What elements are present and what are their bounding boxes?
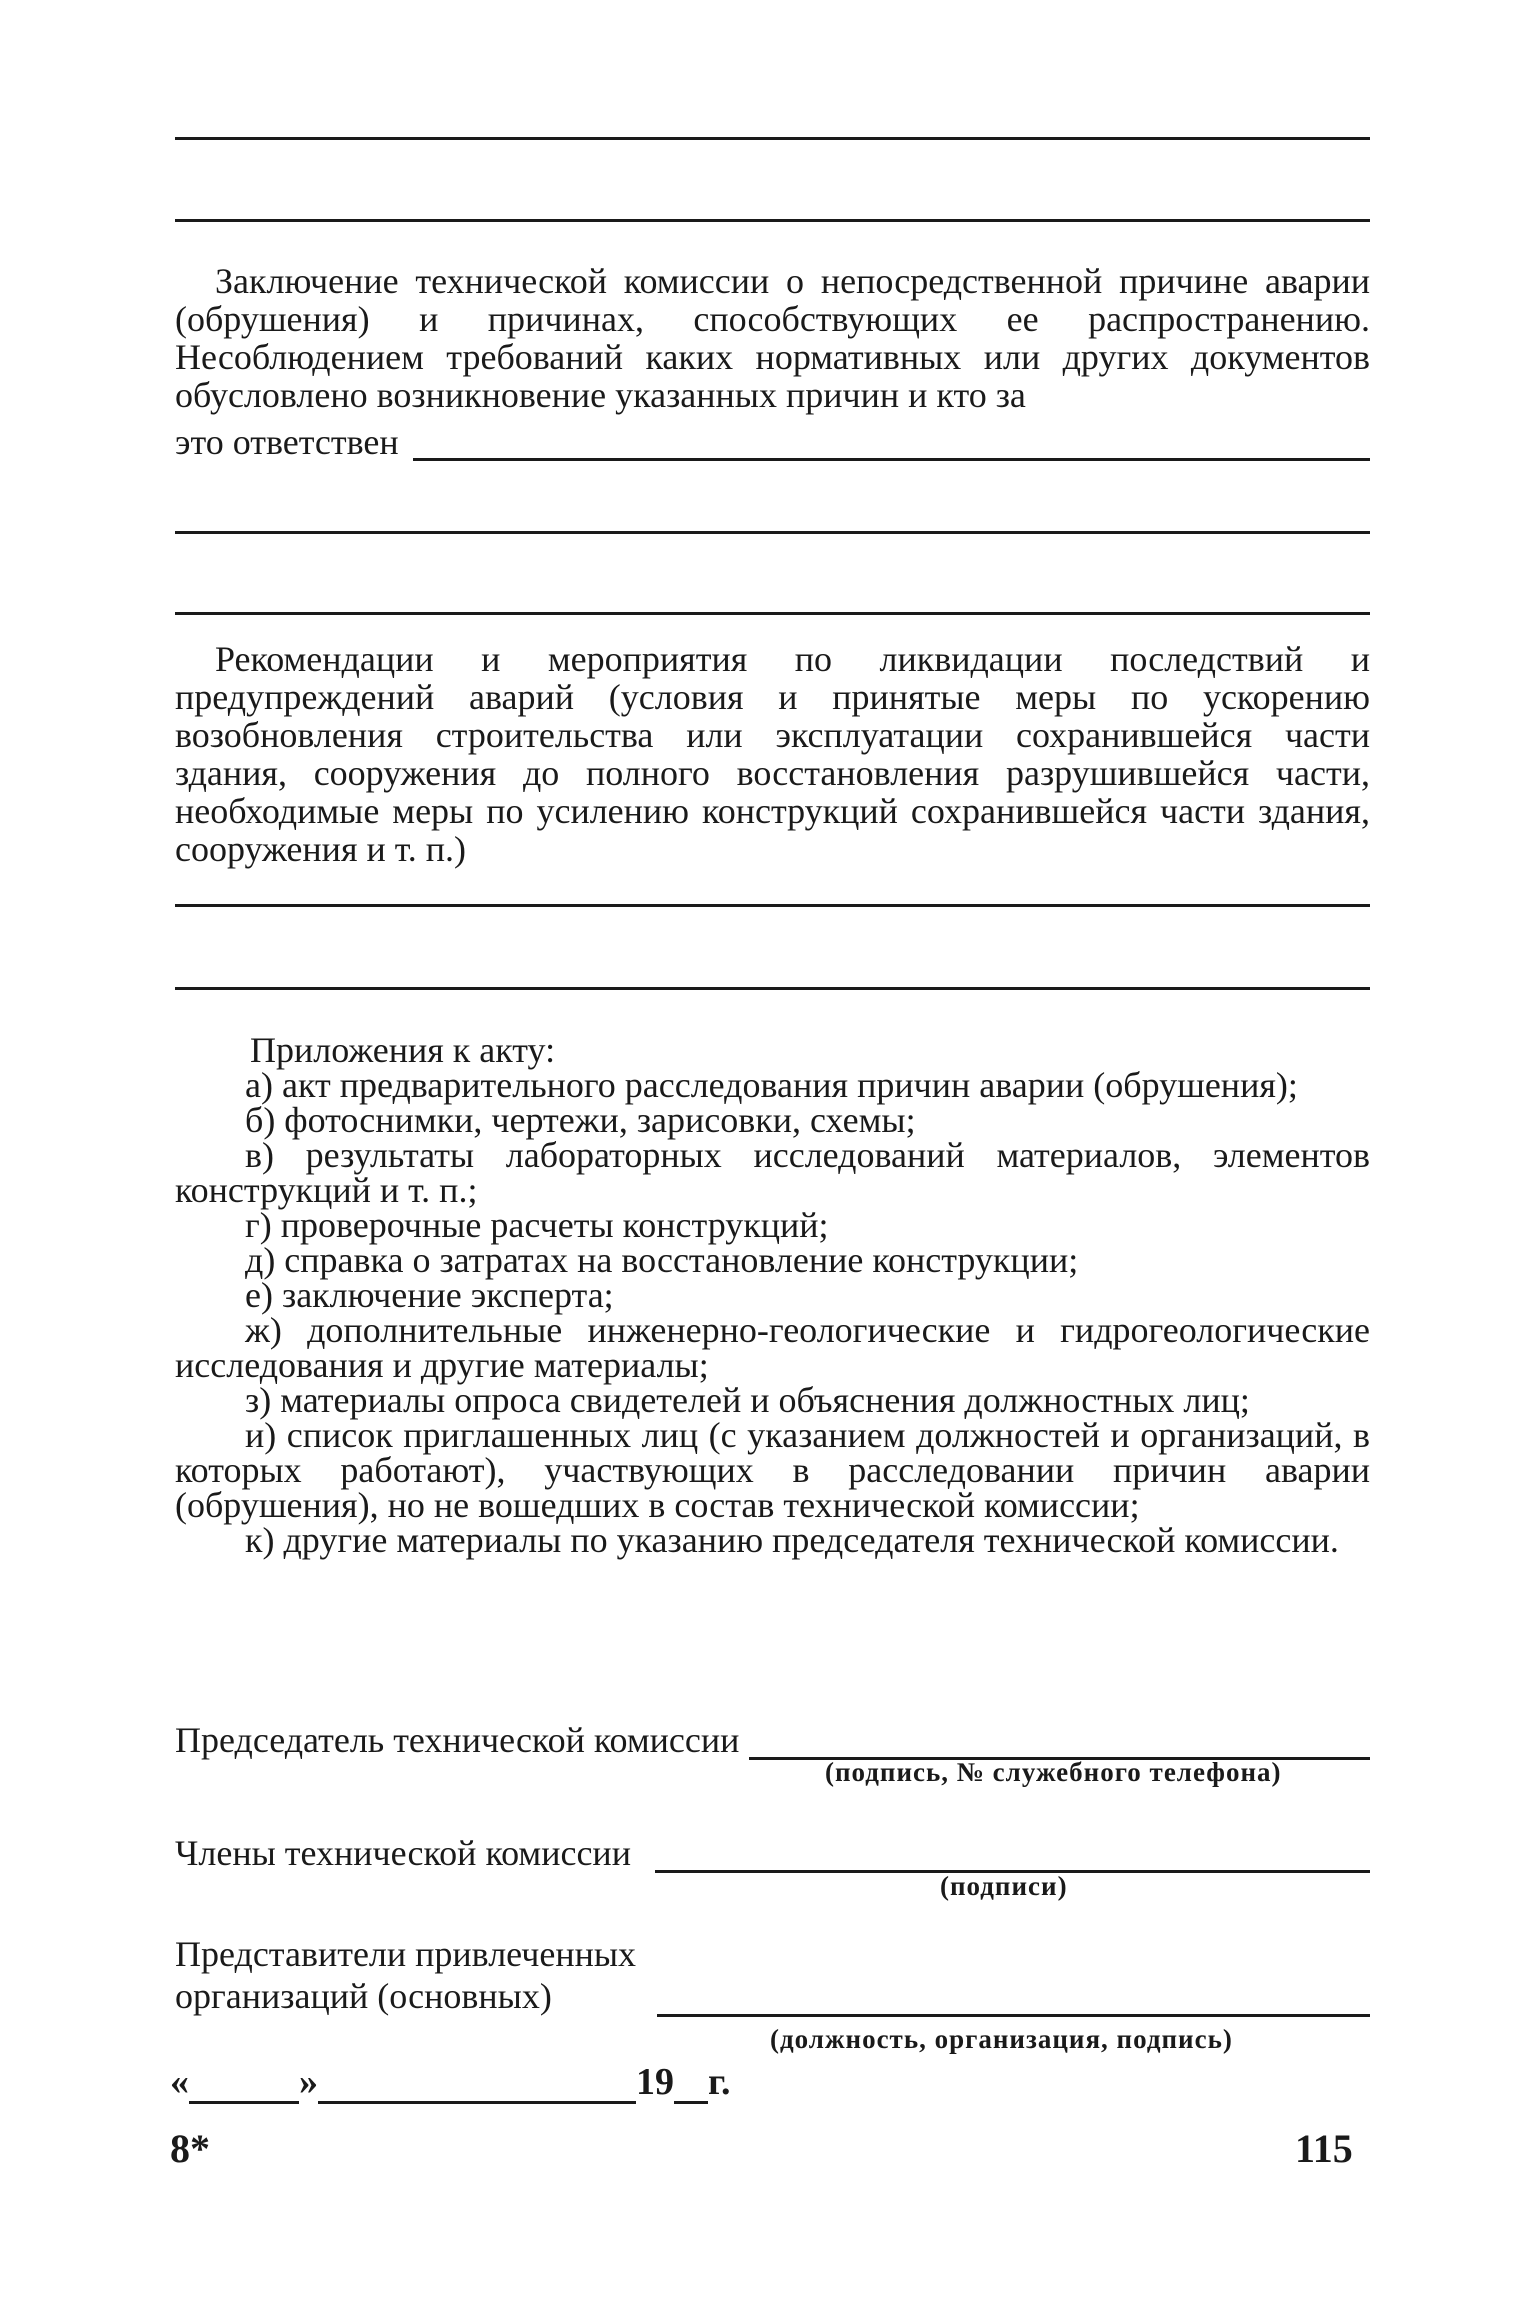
- members-caption: (подписи): [940, 1871, 1068, 1901]
- conclusion-paragraph: Заключение технической комиссии о непосредственной причине аварии (обрушения) и причинах, способствующих ее распространению. Несоблюдением требований каких нормативных или других документов обусловлено возникновение указанных причин и кто за: [175, 261, 1370, 415]
- responsible-label: это ответствен: [175, 422, 399, 462]
- year-blank: [674, 2069, 708, 2104]
- date-line: [170, 2060, 730, 2104]
- blank-line-2: [175, 219, 1370, 222]
- appendix-item-v: в) результаты лабораторных исследований материалов, элементов конструкций и т. п.;: [175, 1135, 1370, 1210]
- reps-label-line2: организаций (основных): [175, 1976, 552, 2016]
- recommendations-paragraph: Рекомендации и мероприятия по ликвидации последствий и предупреждений аварий (условия и принятые меры по ускорению возобновления строительства или эксплуатации сохранившейся части здания, сооружения до полного восстановления разрушившейся части, необходимые меры по усилению конструкций сохранившейся части здания, сооружения и т. п.): [175, 639, 1370, 869]
- responsible-line: [175, 423, 1370, 461]
- appendix-item-a: а) акт предварительного расследования причин аварии (обрушения);: [245, 1065, 1298, 1105]
- members-signature-line: [655, 1842, 1370, 1873]
- members-signature-block: [175, 1833, 1370, 1873]
- appendices-list: [175, 1030, 1370, 1560]
- blank-line-1: [175, 137, 1370, 140]
- date-open-quote: «: [170, 2061, 189, 2103]
- reps-label-line1: Представители привлеченных: [175, 1934, 637, 1974]
- page-number: 115: [1295, 2126, 1353, 2171]
- members-label: Члены технической комиссии: [175, 1833, 631, 1873]
- appendix-item-z: з) материалы опроса свидетелей и объяснения должностных лиц;: [245, 1380, 1250, 1420]
- blank-line-5: [175, 904, 1370, 907]
- year-suffix: г.: [708, 2061, 731, 2103]
- year-prefix: 19: [636, 2061, 674, 2103]
- chairman-caption: (подпись, № служебного телефона): [825, 1757, 1282, 1787]
- signature-mark: 8*: [170, 2126, 210, 2171]
- date-close-quote: »: [299, 2061, 318, 2103]
- reps-signature-block: [175, 1933, 1370, 2017]
- chairman-signature-line: [749, 1729, 1370, 1760]
- day-blank: [189, 2069, 299, 2104]
- blank-line-4: [175, 612, 1370, 615]
- appendix-item-i: и) список приглашенных лиц (с указанием должностей и организаций, в которых работают), участвующих в расследовании причин аварии (обрушения), но не вошедших в состав технической комиссии;: [175, 1415, 1370, 1525]
- blank-line-6: [175, 987, 1370, 990]
- blank-line-3: [175, 531, 1370, 534]
- appendix-item-e: е) заключение эксперта;: [245, 1275, 614, 1315]
- month-blank: [318, 2069, 636, 2104]
- reps-signature-line: [657, 1986, 1370, 2017]
- chairman-signature-block: [175, 1720, 1370, 1760]
- appendix-item-zh: ж) дополнительные инженерно-геологические и гидрогеологические исследования и другие материалы;: [175, 1310, 1370, 1385]
- appendices-heading: Приложения к акту:: [250, 1030, 556, 1070]
- appendix-item-k: к) другие материалы по указанию председателя технической комиссии.: [245, 1520, 1339, 1560]
- chairman-label: Председатель технической комиссии: [175, 1720, 740, 1760]
- responsible-fill-line: [413, 432, 1370, 461]
- appendix-item-b: б) фотоснимки, чертежи, зарисовки, схемы;: [245, 1100, 916, 1140]
- appendix-item-g: г) проверочные расчеты конструкций;: [245, 1205, 829, 1245]
- appendix-item-d: д) справка о затратах на восстановление конструкции;: [245, 1240, 1079, 1280]
- reps-caption: (должность, организация, подпись): [770, 2024, 1233, 2054]
